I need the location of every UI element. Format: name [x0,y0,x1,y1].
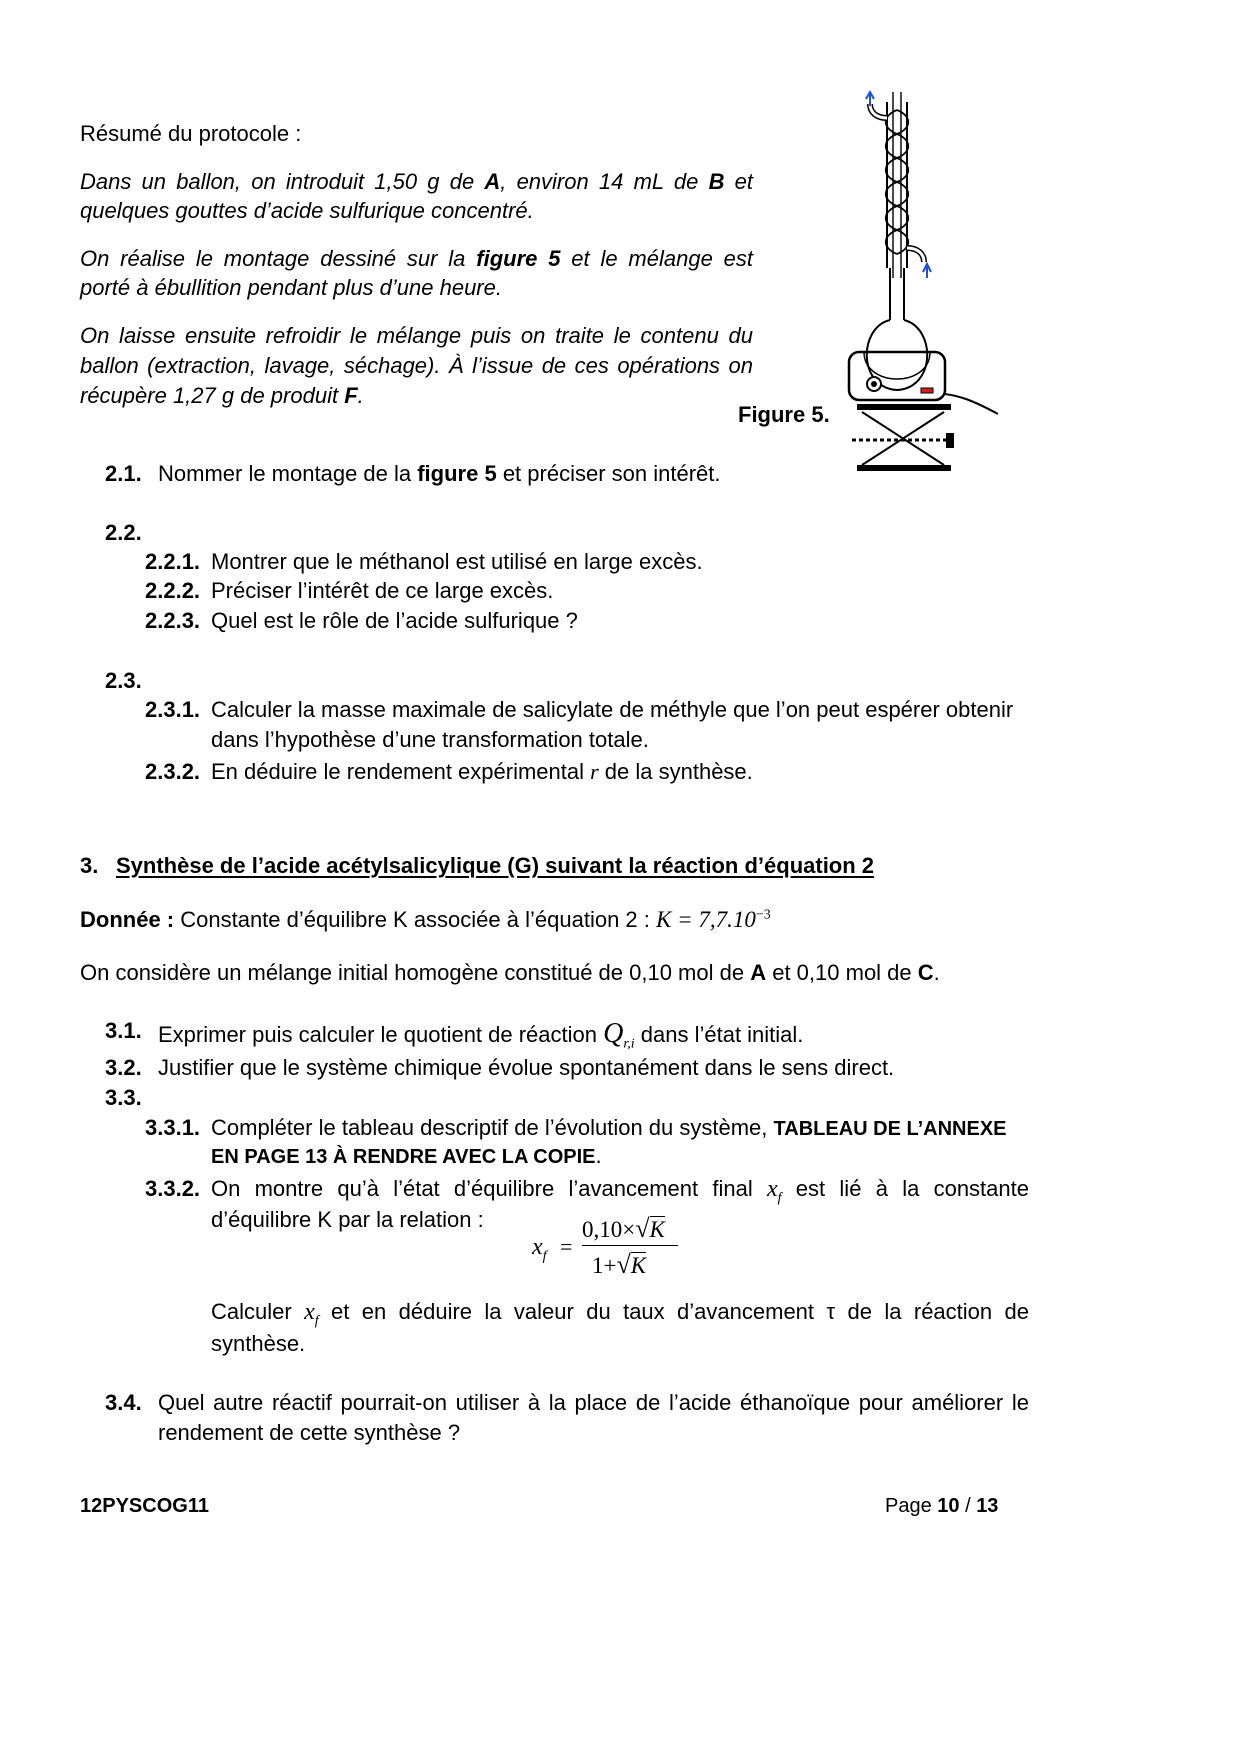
q2-1-number: 2.1. [105,461,142,486]
q3-4-text-line-1: Quel autre réactif pourrait-on utiliser à la place de l’acide éthanoïque pour améliorer le [158,1390,1029,1415]
q3-3-2-text-line-1: On montre qu’à l’état d’équilibre l’avancement final $x_f$ est lié à la constante [211,1176,1029,1206]
protocol-paragraph-3-line-1: On laisse ensuite refroidir le mélange puis on traite le contenu du [80,323,753,348]
calc-text-line-2: synthèse. [211,1331,306,1356]
indicator-light [921,388,933,393]
initial-mixture-line: On considère un mélange initial homogène constitué de 0,10 mol de A et 0,10 mol de C. [80,960,940,985]
protocol-heading: Résumé du protocole : [80,121,302,146]
q2-1-text: Nommer le montage de la figure 5 et préciser son intérêt. [158,461,721,486]
protocol-paragraph-2-line-1: On réalise le montage dessiné sur la figure 5 et le mélange est [80,246,753,271]
q-ri-symbol: Q [603,1018,624,1049]
water-in-arrow-icon [923,264,931,278]
section-3-number: 3. [80,853,99,878]
q3-3-2-text-line-2: d’équilibre K par la relation : [211,1207,484,1232]
q3-4-text-line-2: rendement de cette synthèse ? [158,1420,461,1445]
power-cord [945,394,998,414]
protocol-paragraph-1-line-1: Dans un ballon, on introduit 1,50 g de A, environ 14 mL de B et [80,169,753,194]
q2-3-1-text-line-2: dans l’hypothèse d’une transformation totale. [211,727,649,752]
q2-2-3-number: 2.2.3. [145,608,201,633]
q2-3-2-number: 2.3.2. [145,759,201,784]
fraction-denominator: 1+√K [592,1250,647,1279]
q2-3-number: 2.3. [105,668,142,693]
fraction-numerator: 0,10×√K [582,1214,665,1243]
protocol-paragraph-1-line-2: quelques gouttes d’acide sulfurique concentré. [80,198,534,223]
q2-3-1-text-line-1: Calculer la masse maximale de salicylate de méthyle que l’on peut espérer obtenir [211,697,1014,722]
q2-3-1-number: 2.3.1. [145,697,201,722]
reagent-B: B [708,169,725,194]
q2-2-1-number: 2.2.1. [145,549,201,574]
protocol-paragraph-2-line-2: porté à ébullition pendant plus d’une heure. [80,275,502,300]
lab-jack-base [857,465,951,471]
reagent-A: A [484,169,501,194]
q3-3-1-text-line-2: EN PAGE 13 À RENDRE AVEC LA COPIE. [211,1143,602,1168]
figure-ref: figure 5 [476,246,561,271]
q2-2-1-text: Montrer que le méthanol est utilisé en large excès. [211,549,703,574]
water-out-arrow-icon [866,92,874,106]
figure-caption: Figure 5. [738,402,830,427]
condenser-bulbs [886,110,909,254]
q3-1-text: Exprimer puis calculer le quotient de réaction $Q_{r,i}$ dans l’état initial. [158,1018,804,1052]
q3-2-number: 3.2. [105,1055,142,1080]
footer-page-number: Page 10 / 13 [885,1495,999,1517]
product-F: F [344,383,358,408]
q2-3-2-text: En déduire le rendement expérimental r de la synthèse. [211,759,753,784]
lab-jack-top [857,404,951,410]
footer-document-code: 12PYSCOG11 [80,1495,209,1517]
q3-3-1-text-line-1: Compléter le tableau descriptif de l’évolution du système, TABLEAU DE L’ANNEXE [211,1115,1007,1140]
q2-2-2-text: Préciser l’intérêt de ce large excès. [211,578,554,603]
q3-3-2-number: 3.3.2. [145,1176,201,1201]
donnee-line: Donnée : Constante d’équilibre K associée à l’équation 2 : $K = 7,7.10^{-3}$ [80,907,771,932]
protocol-paragraph-3-line-3: récupère 1,27 g de produit F. [80,383,364,408]
xf-formula: $x_f$ = 0,10×√K 1+√K [530,1212,690,1282]
q3-2-text: Justifier que le système chimique évolue spontanément dans le sens direct. [158,1055,895,1080]
q3-1-number: 3.1. [105,1018,142,1043]
q3-4-number: 3.4. [105,1390,142,1415]
q3-3-number: 3.3. [105,1085,142,1110]
q2-2-2-number: 2.2.2. [145,578,201,603]
section-3-title: Synthèse de l’acide acétylsalicylique (G) suivant la réaction d’équation 2 [116,853,875,878]
calc-text-line-1: Calculer $x_f$ et en déduire la valeur du taux d’avancement τ de la réaction de [211,1299,1030,1329]
k-formula: K = 7,7.10 [656,907,756,932]
q2-2-number: 2.2. [105,520,142,545]
reflux-apparatus-figure [840,88,1000,480]
q3-3-1-number: 3.3.1. [145,1115,201,1140]
q2-2-3-text: Quel est le rôle de l’acide sulfurique ? [211,608,578,633]
protocol-paragraph-3-line-2: ballon (extraction, lavage, séchage). À l’issue de ces opérations on [80,353,753,378]
